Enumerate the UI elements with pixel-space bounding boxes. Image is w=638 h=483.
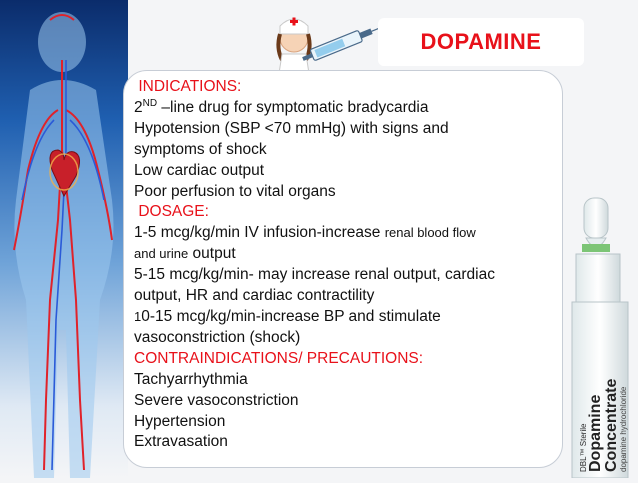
dosage-line: 10-15 mcg/kg/min-increase BP and stimulate: [134, 307, 441, 325]
contraindication-item: Extravasation: [134, 433, 228, 451]
content-box: [123, 70, 563, 468]
indication-line: Hypotension (SBP <70 mmHg) with signs and: [134, 119, 449, 137]
contraindication-item: Severe vasoconstriction: [134, 391, 299, 409]
content-text: [134, 77, 556, 453]
indication-line: Low cardiac output: [134, 161, 265, 179]
dosage-line: 5-15 mcg/kg/min- may increase renal output, cardiac: [134, 266, 495, 284]
dosage-line: and urine output: [134, 245, 236, 263]
circulatory-figure-image: [0, 0, 128, 478]
dosage-line: vasoconstriction (shock): [134, 328, 301, 346]
indications-heading: INDICATIONS:: [138, 78, 242, 95]
contraindication-item: Tachyarrhythmia: [134, 370, 248, 388]
title-bar: [378, 18, 584, 66]
indication-line: Poor perfusion to vital organs: [134, 182, 336, 200]
dosage-line: 1-5 mcg/kg/min IV infusion-increase renal blood flow: [134, 224, 476, 242]
contraindications-heading: CONTRAINDICATIONS/ PRECAUTIONS:: [134, 349, 424, 367]
vial-name-line1: Dopamine: [587, 394, 604, 472]
vial-brand: DBL™ Sterile: [579, 423, 588, 472]
indication-line: symptoms of shock: [134, 140, 267, 158]
ampoule-vial-image: [558, 196, 638, 478]
indication-line: 2ND –line drug for symptomatic bradycardia: [134, 97, 429, 116]
dosage-heading: DOSAGE:: [138, 203, 209, 221]
vial-generic: dopamine hydrochloride: [619, 386, 628, 472]
contraindication-item: Hypertension: [134, 412, 226, 430]
vial-name-line2: Concentrate: [603, 378, 620, 472]
page-title: DOPAMINE: [420, 29, 542, 54]
dosage-line: output, HR and cardiac contractility: [134, 287, 375, 305]
